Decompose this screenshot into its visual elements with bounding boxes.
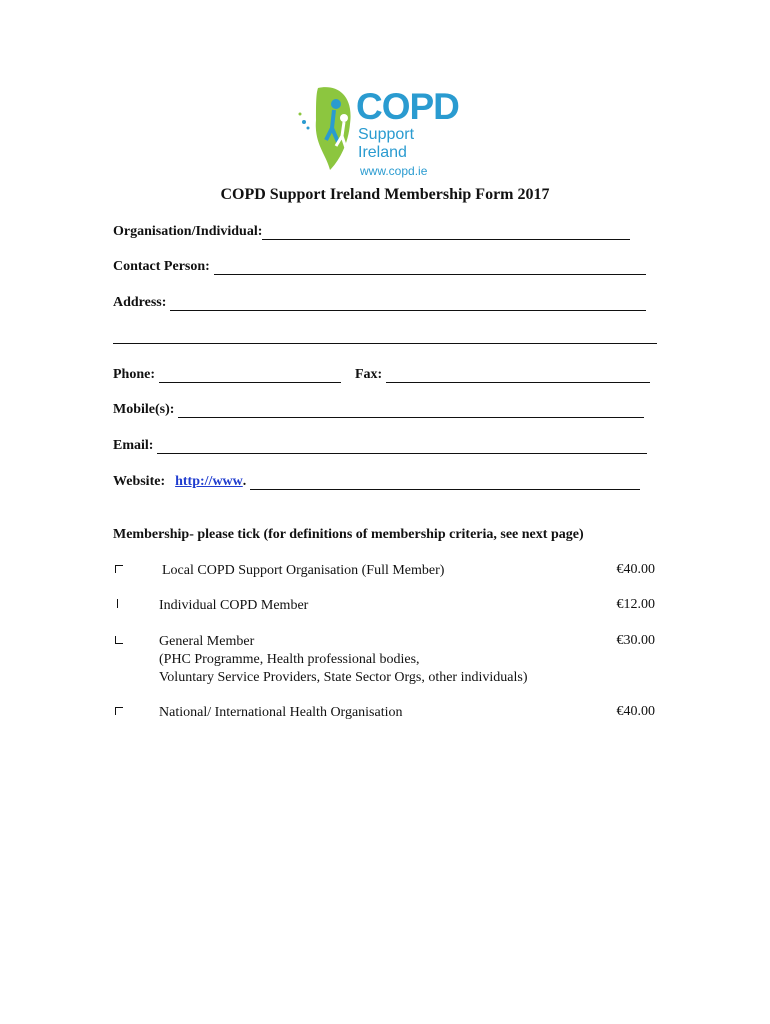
organisation-label: Organisation/Individual: <box>113 224 263 239</box>
logo-subtitle: Support Ireland <box>358 126 415 161</box>
form-title: COPD Support Ireland Membership Form 2017 <box>220 186 550 203</box>
option-price: €40.00 <box>616 562 655 577</box>
membership-option <box>113 597 655 617</box>
organisation-field[interactable] <box>113 222 630 240</box>
address-input-line[interactable] <box>170 296 646 311</box>
contact-person-label: Contact Person: <box>113 259 210 274</box>
option-label-block <box>159 633 527 687</box>
mobile-input-line[interactable] <box>178 403 644 418</box>
website-label: Website: <box>113 474 166 489</box>
email-label: Email: <box>113 438 154 453</box>
membership-option <box>113 562 655 582</box>
address-label: Address: <box>113 295 167 310</box>
logo-url: www.copd.ie <box>360 164 428 178</box>
option-price: €30.00 <box>616 633 655 648</box>
option-label: General Member <box>159 634 255 649</box>
phone-input-line[interactable] <box>159 368 341 383</box>
website-input-line[interactable] <box>250 475 640 490</box>
phone-label: Phone: <box>113 367 155 382</box>
contact-person-input-line[interactable] <box>214 260 646 275</box>
checkbox-icon[interactable] <box>115 564 123 576</box>
address-second-line[interactable] <box>113 343 657 344</box>
checkbox-icon[interactable] <box>115 706 123 718</box>
logo-wordmark: COPD <box>356 86 459 127</box>
checkbox-icon[interactable] <box>115 599 118 611</box>
mobile-label: Mobile(s): <box>113 402 175 417</box>
fax-field[interactable] <box>355 365 650 383</box>
option-label: National/ International Health Organisation <box>159 705 403 720</box>
option-detail: Voluntary Service Providers, State Sector Orgs, other individuals) <box>159 670 528 685</box>
membership-heading: Membership- please tick (for definitions of membership criteria, see next page) <box>113 527 584 542</box>
website-field[interactable] <box>113 472 640 490</box>
option-price: €40.00 <box>616 704 655 719</box>
membership-option <box>113 633 655 689</box>
website-dot: . <box>242 474 247 489</box>
contact-person-field[interactable] <box>113 257 646 275</box>
copd-logo <box>296 84 466 176</box>
address-field[interactable] <box>113 293 646 311</box>
option-label: Individual COPD Member <box>159 598 309 613</box>
option-detail: (PHC Programme, Health professional bodies, <box>159 652 420 667</box>
email-input-line[interactable] <box>157 439 647 454</box>
copd-leaf-logo-icon <box>296 84 360 176</box>
option-price: €12.00 <box>616 597 655 612</box>
fax-label: Fax: <box>355 367 383 382</box>
phone-field[interactable] <box>113 365 341 383</box>
fax-input-line[interactable] <box>386 368 650 383</box>
mobile-field[interactable] <box>113 400 644 418</box>
email-field[interactable] <box>113 436 647 454</box>
membership-option <box>113 704 655 724</box>
website-link[interactable]: http://www <box>175 474 243 489</box>
organisation-input-line[interactable] <box>262 225 630 240</box>
option-label: Local COPD Support Organisation (Full Member) <box>162 563 445 578</box>
checkbox-icon[interactable] <box>115 635 123 647</box>
